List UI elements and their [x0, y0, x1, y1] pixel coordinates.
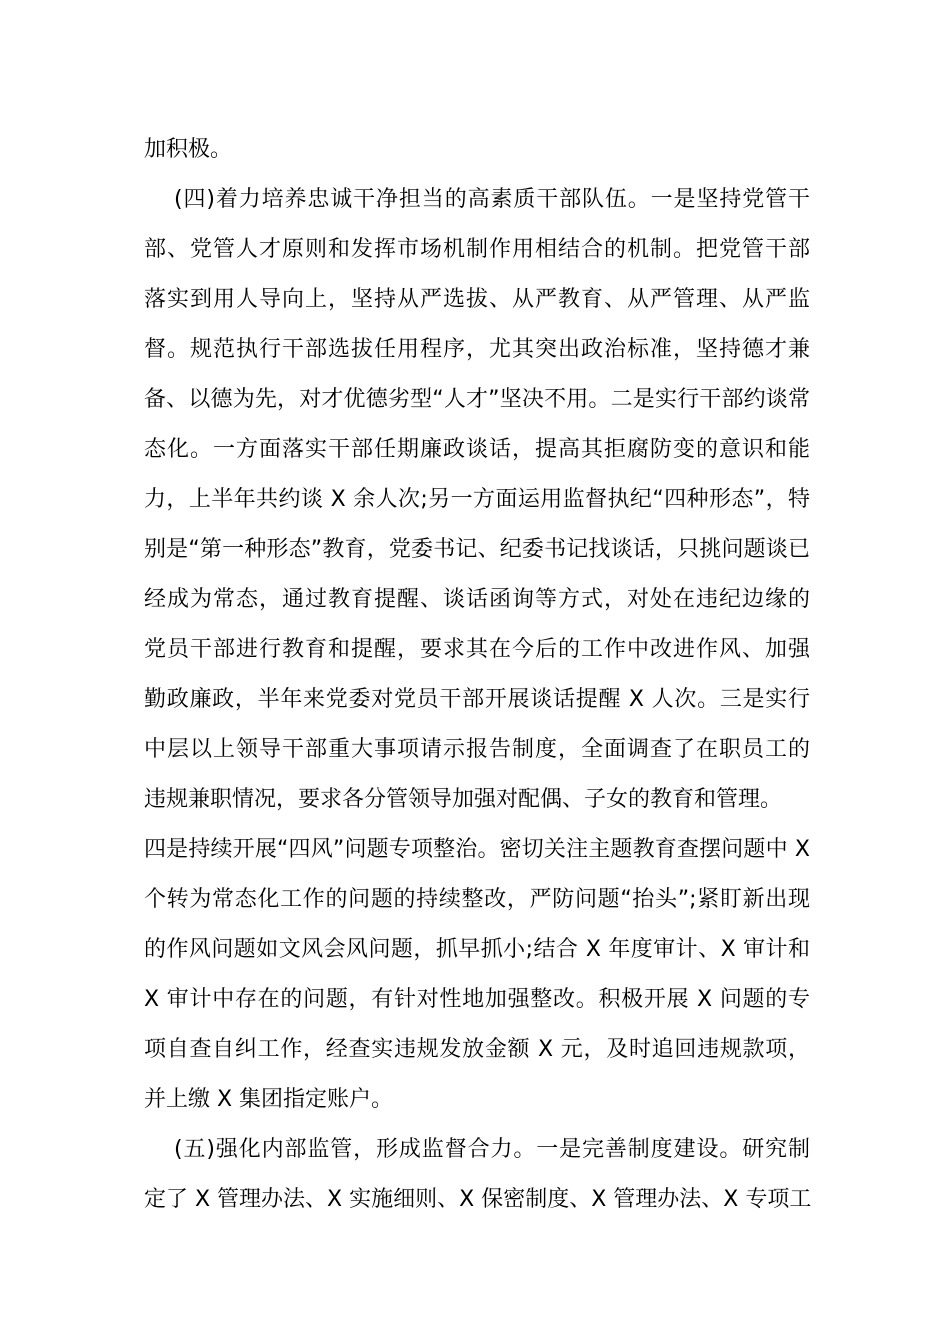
- text-line-1: 加积极。: [144, 137, 233, 162]
- text-line-17: 的作风问题如文风会风问题，抓早抓小;结合 X 年度审计、X 审计和: [144, 937, 810, 962]
- text-line-16: 个转为常态化工作的问题的持续整改，严防问题“抬头”;紧盯新出现: [144, 887, 810, 912]
- text-line-7: 态化。一方面落实干部任期廉政谈话，提高其拒腐防变的意识和能: [144, 437, 810, 462]
- text-line-5: 督。规范执行干部选拔任用程序，尤其突出政治标准，坚持德才兼: [144, 337, 810, 362]
- text-line-15: 四是持续开展“四风”问题专项整治。密切关注主题教育查摆问题中 X: [144, 837, 810, 862]
- text-line-8: 力，上半年共约谈 X 余人次;另一方面运用监督执纪“四种形态”，特: [144, 487, 810, 512]
- text-line-3: 部、党管人才原则和发挥市场机制作用相结合的机制。把党管干部: [144, 237, 810, 262]
- text-line-9: 别是“第一种形态”教育，党委书记、纪委书记找谈话，只挑问题谈已: [144, 537, 810, 562]
- text-line-21: (五)强化内部监管，形成监督合力。一是完善制度建设。研究制: [174, 1137, 810, 1162]
- text-line-18: X 审计中存在的问题，有针对性地加强整改。积极开展 X 问题的专: [144, 987, 810, 1012]
- text-line-4: 落实到用人导向上，坚持从严选拔、从严教育、从严管理、从严监: [144, 287, 810, 312]
- text-line-20: 并上缴 X 集团指定账户。: [144, 1087, 394, 1112]
- text-line-13: 中层以上领导干部重大事项请示报告制度，全面调查了在职员工的: [144, 737, 810, 762]
- text-line-11: 党员干部进行教育和提醒，要求其在今后的工作中改进作风、加强: [144, 637, 810, 662]
- text-line-2: (四)着力培养忠诚干净担当的高素质干部队伍。一是坚持党管干: [174, 187, 810, 212]
- text-line-6: 备、以德为先，对才优德劣型“人才”坚决不用。二是实行干部约谈常: [144, 387, 810, 412]
- text-line-10: 经成为常态，通过教育提醒、谈话函询等方式，对处在违纪边缘的: [144, 587, 810, 612]
- text-line-14: 违规兼职情况，要求各分管领导加强对配偶、子女的教育和管理。: [144, 787, 783, 812]
- text-line-19: 项自查自纠工作，经查实违规发放金额 X 元，及时追回违规款项，: [144, 1037, 810, 1062]
- text-line-12: 勤政廉政，半年来党委对党员干部开展谈话提醒 X 人次。三是实行: [144, 687, 810, 712]
- text-line-22: 定了 X 管理办法、X 实施细则、X 保密制度、X 管理办法、X 专项工: [144, 1187, 812, 1212]
